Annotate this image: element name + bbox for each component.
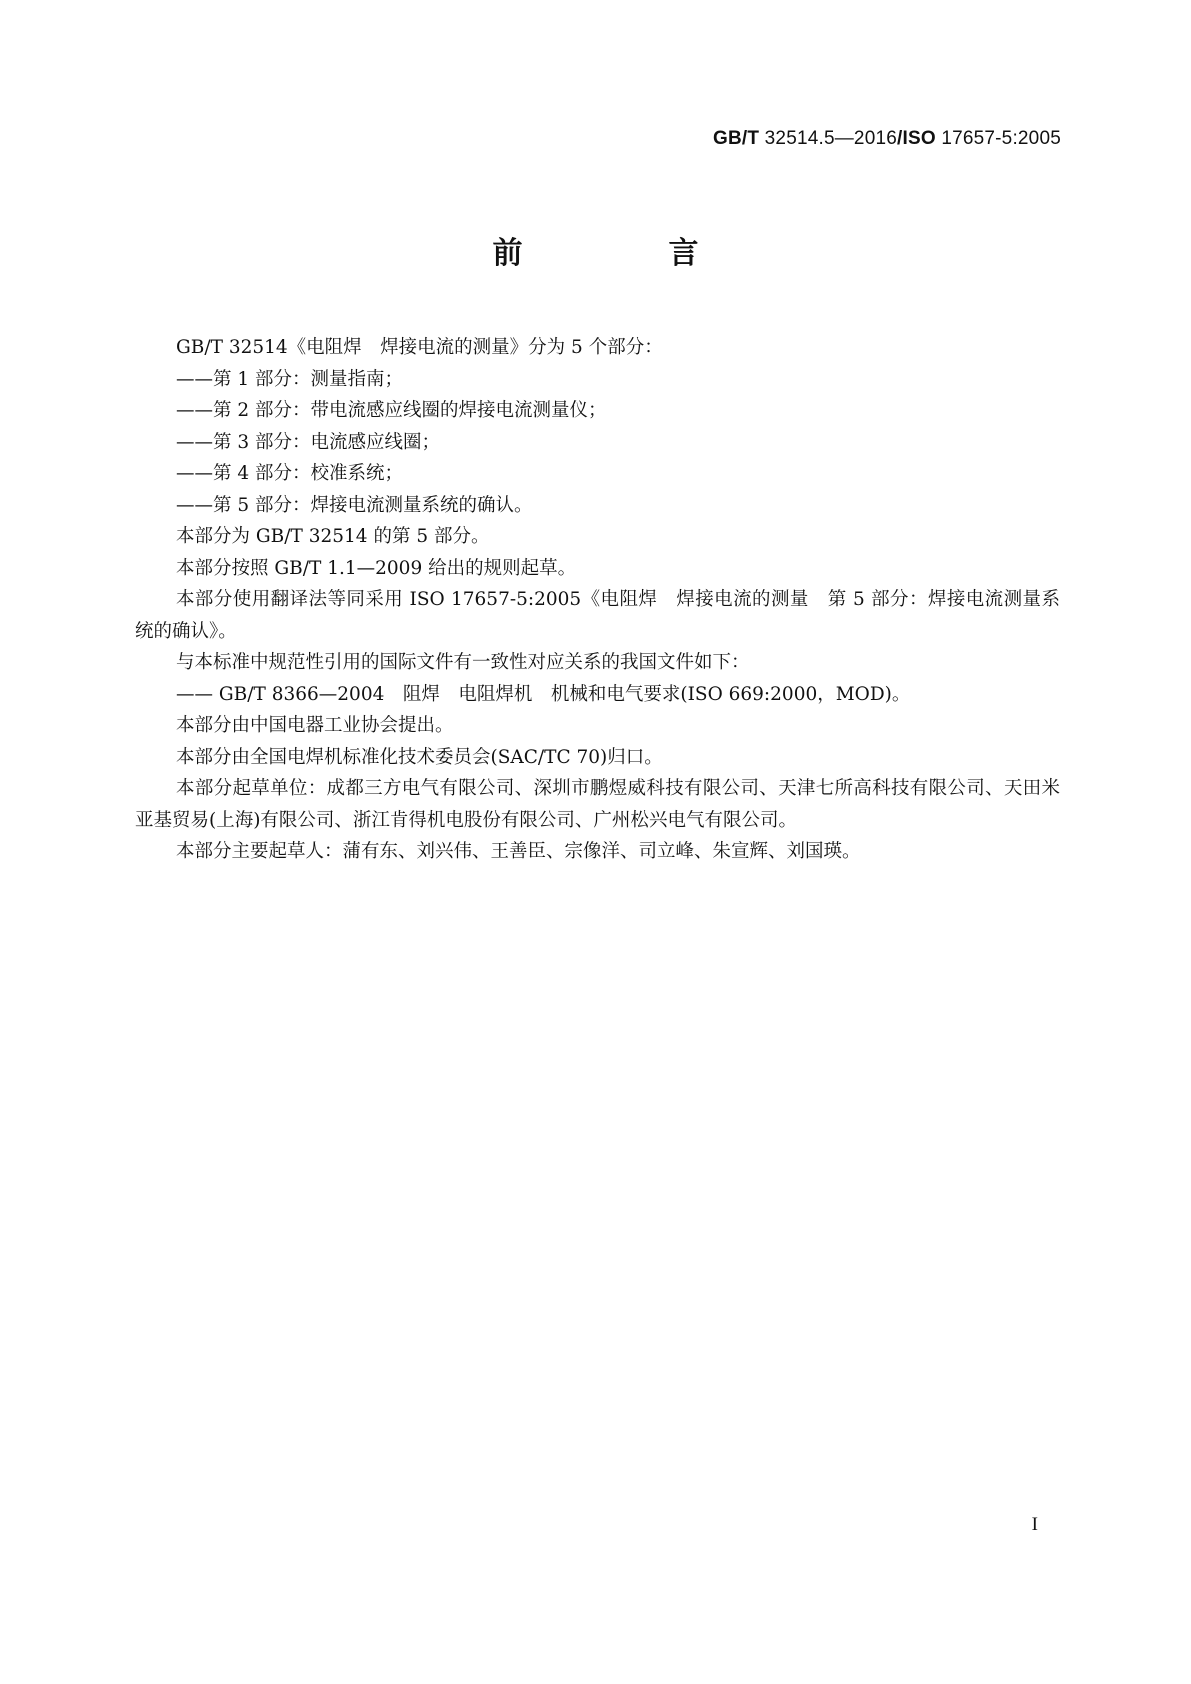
paragraph-this-part: 本部分为 GB/T 32514 的第 5 部分。 xyxy=(176,526,490,547)
paragraph-under-jurisdiction: 本部分由全国电焊机标准化技术委员会(SAC/TC 70)归口。 xyxy=(176,746,663,768)
paragraph-drafting-units: 本部分起草单位：成都三方电气有限公司、深圳市鹏煜威科技有限公司、天津七所高科技有限公司、天田米亚基贸易(上海)有限公司、浙江肯得机电股份有限公司、广州松兴电气有限公司。 xyxy=(135,778,1060,831)
page-title: 前 言 xyxy=(492,236,757,271)
paragraph-parts-intro: GB/T 32514《电阻焊 焊接电流的测量》分为 5 个部分： xyxy=(176,337,663,358)
list-item-part-2: ——第 2 部分：带电流感应线圈的焊接电流测量仪； xyxy=(176,400,607,421)
paragraph-corresponding-docs: 与本标准中规范性引用的国际文件有一致性对应关系的我国文件如下： xyxy=(176,652,750,673)
paragraph-drafters: 本部分主要起草人：蒲有东、刘兴伟、王善臣、宗像洋、司立峰、朱宣辉、刘国瑛。 xyxy=(176,841,861,862)
list-item-part-5: ——第 5 部分：焊接电流测量系统的确认。 xyxy=(176,494,533,516)
paragraph-proposed-by: 本部分由中国电器工业协会提出。 xyxy=(176,715,454,736)
standard-code-header xyxy=(713,128,1061,150)
standard-prefix: GB/T xyxy=(712,128,760,149)
standard-number: 32514.5—2016 xyxy=(764,128,898,149)
page-number: I xyxy=(1031,1514,1038,1535)
paragraph-iso-adoption: 本部分使用翻译法等同采用 ISO 17657-5:2005《电阻焊 焊接电流的测量 第 5 部分：焊接电流测量系统的确认》。 xyxy=(135,589,1060,642)
list-item-gbt-8366: —— GB/T 8366—2004 阻焊 电阻焊机 机械和电气要求(ISO 669:2000，MOD)。 xyxy=(176,683,911,705)
list-item-part-3: ——第 3 部分：电流感应线圈； xyxy=(176,431,441,453)
foreword-body xyxy=(135,332,1060,868)
iso-prefix: /ISO xyxy=(897,128,936,149)
list-item-part-4: ——第 4 部分：校准系统； xyxy=(176,463,404,484)
iso-number: 17657-5:2005 xyxy=(941,128,1061,149)
list-item-part-1: ——第 1 部分：测量指南； xyxy=(176,368,404,390)
paragraph-drafting-rules: 本部分按照 GB/T 1.1—2009 给出的规则起草。 xyxy=(176,557,577,579)
